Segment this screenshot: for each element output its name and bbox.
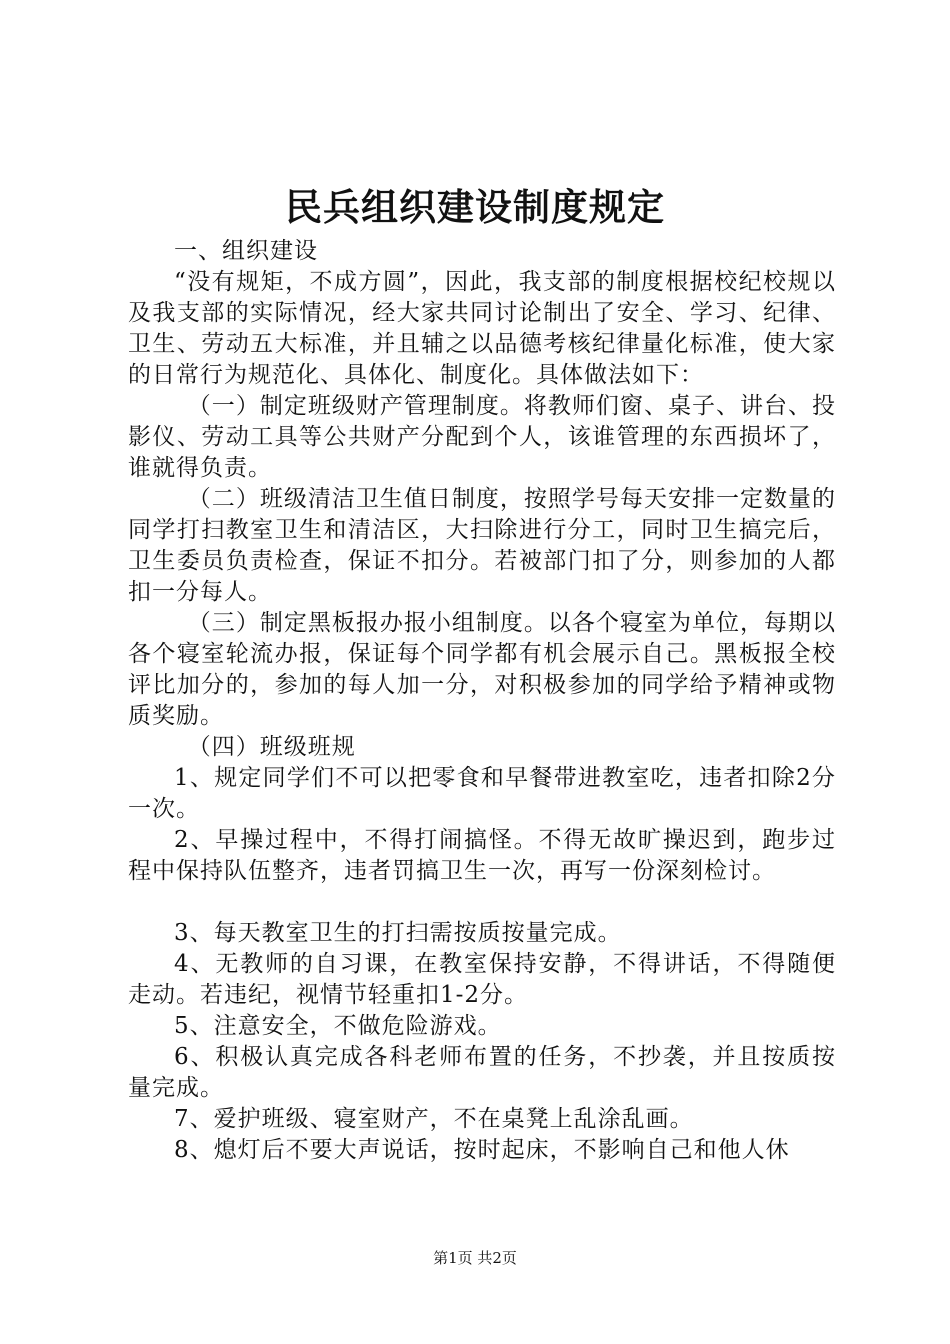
rule-item: 2、早操过程中，不得打闹搞怪。不得无故旷操迟到，跑步过程中保持队伍整齐，违者罚搞卫生一次，再写一份深刻检讨。 [128,827,836,884]
paragraph: （一）制定班级财产管理制度。将教师们窗、桌子、讲台、投影仪、劳动工具等公共财产分配到个人，该谁管理的东西损坏了，谁就得负责。 [128,393,836,481]
rule-item: 6、积极认真完成各科老师布置的任务，不抄袭，并且按质按量完成。 [128,1044,836,1101]
subsection-heading: （四）班级班规 [187,734,356,760]
rule-item: 4、无教师的自习课，在教室保持安静，不得讲话，不得随便走动。若违纪，视情节轻重扣1-2分。 [128,951,836,1008]
rule-item: 1、规定同学们不可以把零食和早餐带进教室吃，违者扣除2分一次。 [128,765,836,822]
rule-item: 7、爱护班级、寝室财产，不在桌凳上乱涂乱画。 [174,1106,694,1132]
document-title: 民兵组织建设制度规定 [285,186,665,229]
page-footer: 第1页 共2页 [433,1249,517,1267]
document-body [128,236,836,1166]
paragraph: “没有规矩，不成方圆”，因此，我支部的制度根据校纪校规以及我支部的实际情况，经大家共同讨论制出了安全、学习、纪律、卫生、劳动五大标准，并且辅之以品德考核纪律量化标准，使大家的日常行为规范化、具体化、制度化。具体做法如下： [128,269,836,388]
paragraph: （二）班级清洁卫生值日制度，按照学号每天安排一定数量的同学打扫教室卫生和清洁区，大扫除进行分工，同时卫生搞完后，卫生委员负责检查，保证不扣分。若被部门扣了分，则参加的人都扣一分每人。 [128,486,836,605]
rule-item: 3、每天教室卫生的打扫需按质按量完成。 [174,920,622,946]
rule-item: 8、熄灯后不要大声说话，按时起床，不影响自己和他人休 [174,1137,790,1163]
rule-item: 5、注意安全，不做危险游戏。 [174,1013,502,1039]
section-heading: 一、组织建设 [174,238,318,264]
paragraph: （三）制定黑板报办报小组制度。以各个寝室为单位，每期以各个寝室轮流办报，保证每个同学都有机会展示自己。黑板报全校评比加分的，参加的每人加一分，对积极参加的同学给予精神或物质奖励。 [128,610,836,729]
